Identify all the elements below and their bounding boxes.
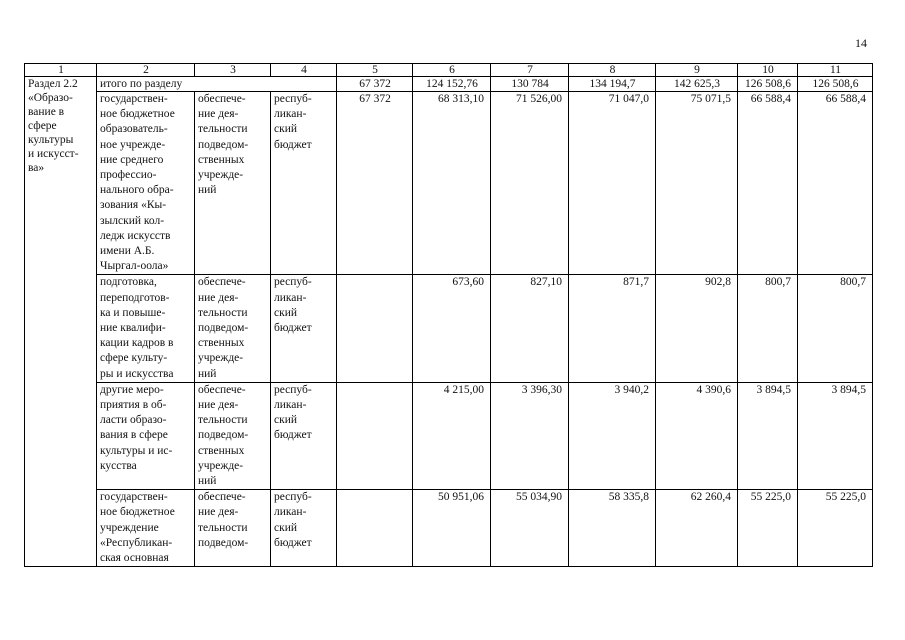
text-line: учрежде-	[198, 459, 244, 472]
text-line: профессио-	[100, 169, 157, 182]
text-line: обеспече-	[198, 93, 246, 105]
row-source	[271, 382, 337, 489]
text-line: «Республикан-	[100, 536, 173, 549]
column-number: 1	[25, 64, 97, 77]
text-line: вания в сфере	[100, 429, 168, 442]
text-line: учрежде-	[198, 169, 244, 182]
row-value: 50 951,06	[413, 490, 491, 567]
text-line: ский	[274, 123, 297, 136]
text-line: кусства	[100, 459, 137, 472]
text-line: респуб-	[274, 276, 312, 289]
text-line: респуб-	[274, 491, 312, 504]
text-line: бюджет	[274, 536, 312, 549]
text-line: «Образо-	[28, 92, 73, 104]
row-value: 4 390,6	[656, 382, 738, 489]
text-line: ние квалифи-	[100, 322, 166, 335]
text-line: ний	[198, 367, 217, 380]
column-number: 2	[97, 64, 195, 77]
total-value: 67 372	[337, 77, 413, 92]
row-value: 55 034,90	[491, 490, 569, 567]
row-value: 827,10	[491, 275, 569, 382]
text-line: подведом-	[198, 429, 249, 442]
text-line: ский	[274, 414, 297, 427]
text-line: ский	[274, 306, 297, 319]
text-line: тельности	[198, 521, 248, 534]
text-line: ное учрежде-	[100, 138, 166, 151]
text-line: ка и повыше-	[100, 306, 166, 319]
text-line: респуб-	[274, 93, 312, 105]
row-value: 68 313,10	[413, 92, 491, 275]
text-line: сфере культу-	[100, 352, 168, 365]
row-value: 55 225,0	[798, 490, 873, 567]
text-line: ликан-	[274, 108, 307, 121]
column-number: 6	[413, 64, 491, 77]
row-value: 66 588,4	[798, 92, 873, 275]
text-line: ное бюджетное	[100, 506, 175, 519]
text-line: обеспече-	[198, 491, 246, 504]
text-line: ликан-	[274, 399, 307, 412]
section-code: Раздел 2.2	[28, 78, 78, 90]
text-line: обеспече-	[198, 276, 246, 289]
row-value	[337, 382, 413, 489]
text-line: сфере	[28, 120, 57, 132]
text-line: другие меро-	[100, 383, 164, 396]
column-number: 4	[271, 64, 337, 77]
text-line: обеспече-	[198, 383, 246, 396]
section-title	[28, 91, 94, 175]
column-number: 3	[195, 64, 271, 77]
table-row	[25, 382, 873, 489]
total-value: 124 152,76	[413, 77, 491, 92]
row-value: 3 894,5	[798, 382, 873, 489]
row-purpose	[195, 490, 271, 567]
text-line: ская основная	[100, 552, 169, 565]
total-label: итого по разделу	[97, 77, 337, 92]
text-line: ние дея-	[198, 399, 239, 412]
row-value: 871,7	[569, 275, 656, 382]
text-line: тельности	[198, 123, 248, 136]
row-value	[337, 490, 413, 567]
text-line: ние дея-	[198, 108, 239, 121]
text-line: зылский кол-	[100, 214, 165, 227]
text-line: тельности	[198, 414, 248, 427]
total-value: 134 194,7	[569, 77, 656, 92]
row-value: 62 260,4	[656, 490, 738, 567]
text-line: ний	[198, 475, 217, 488]
text-line: подведом-	[198, 138, 249, 151]
row-purpose	[195, 92, 271, 275]
text-line: ное бюджетное	[100, 108, 175, 121]
text-line: имени А.Б.	[100, 245, 155, 258]
text-line: ры и искусства	[100, 367, 174, 380]
text-line: ние дея-	[198, 506, 239, 519]
text-line: ний	[198, 184, 217, 197]
row-source	[271, 92, 337, 275]
row-value: 71 526,00	[491, 92, 569, 275]
text-line: ва»	[28, 162, 45, 174]
row-value: 3 396,30	[491, 382, 569, 489]
row-value: 71 047,0	[569, 92, 656, 275]
text-line: тельности	[198, 306, 248, 319]
section-cell	[25, 77, 97, 567]
text-line: подведом-	[198, 536, 249, 549]
text-line: ние дея-	[198, 291, 239, 304]
row-name	[97, 275, 195, 382]
text-line: подготовка,	[100, 276, 157, 289]
page-number: 14	[855, 36, 867, 50]
section-total-row	[25, 77, 873, 92]
row-name	[97, 92, 195, 275]
text-line: зования «Кы-	[100, 199, 167, 212]
row-value: 67 372	[337, 92, 413, 275]
text-line: бюджет	[274, 138, 312, 151]
text-line: учреждение	[100, 521, 159, 534]
total-value: 126 508,6	[798, 77, 873, 92]
table-row	[25, 490, 873, 567]
column-number: 9	[656, 64, 738, 77]
text-line: вание в	[28, 106, 65, 118]
column-number: 10	[738, 64, 798, 77]
row-value: 673,60	[413, 275, 491, 382]
row-source	[271, 490, 337, 567]
text-line: учрежде-	[198, 352, 244, 365]
row-value: 4 215,00	[413, 382, 491, 489]
text-line: государствен-	[100, 93, 168, 105]
text-line: образователь-	[100, 123, 168, 136]
column-number: 8	[569, 64, 656, 77]
row-source	[271, 275, 337, 382]
row-value: 58 335,8	[569, 490, 656, 567]
row-purpose	[195, 382, 271, 489]
column-number: 7	[491, 64, 569, 77]
row-name	[97, 382, 195, 489]
row-value: 55 225,0	[738, 490, 798, 567]
text-line: приятия в об-	[100, 399, 167, 412]
row-value	[337, 275, 413, 382]
text-line: государствен-	[100, 491, 168, 504]
column-number: 11	[798, 64, 873, 77]
row-value: 75 071,5	[656, 92, 738, 275]
table-row	[25, 275, 873, 382]
text-line: ственных	[198, 444, 245, 457]
row-value: 800,7	[798, 275, 873, 382]
text-line: переподготов-	[100, 291, 170, 304]
text-line: респуб-	[274, 383, 312, 396]
text-line: ственных	[198, 337, 245, 350]
text-line: ственных	[198, 153, 245, 166]
text-line: ласти образо-	[100, 414, 167, 427]
text-line: ние среднего	[100, 153, 164, 166]
text-line: ский	[274, 521, 297, 534]
budget-table	[24, 63, 873, 567]
row-value: 800,7	[738, 275, 798, 382]
text-line: Чыргал-оола»	[100, 260, 169, 273]
row-value: 902,8	[656, 275, 738, 382]
text-line: ликан-	[274, 291, 307, 304]
total-value: 126 508,6	[738, 77, 798, 92]
row-value: 3 894,5	[738, 382, 798, 489]
text-line: нального обра-	[100, 184, 174, 197]
text-line: и искусст-	[28, 148, 79, 160]
row-purpose	[195, 275, 271, 382]
text-line: культуры	[28, 134, 74, 146]
text-line: бюджет	[274, 322, 312, 335]
text-line: ликан-	[274, 506, 307, 519]
row-value: 3 940,2	[569, 382, 656, 489]
column-number: 5	[337, 64, 413, 77]
text-line: культуры и ис-	[100, 444, 173, 457]
text-line: ледж искусств	[100, 229, 171, 242]
column-number-row	[25, 64, 873, 77]
text-line: подведом-	[198, 322, 249, 335]
row-name	[97, 490, 195, 567]
row-value: 66 588,4	[738, 92, 798, 275]
table-row	[25, 92, 873, 275]
text-line: бюджет	[274, 429, 312, 442]
total-value: 130 784	[491, 77, 569, 92]
total-value: 142 625,3	[656, 77, 738, 92]
text-line: кации кадров в	[100, 337, 174, 350]
